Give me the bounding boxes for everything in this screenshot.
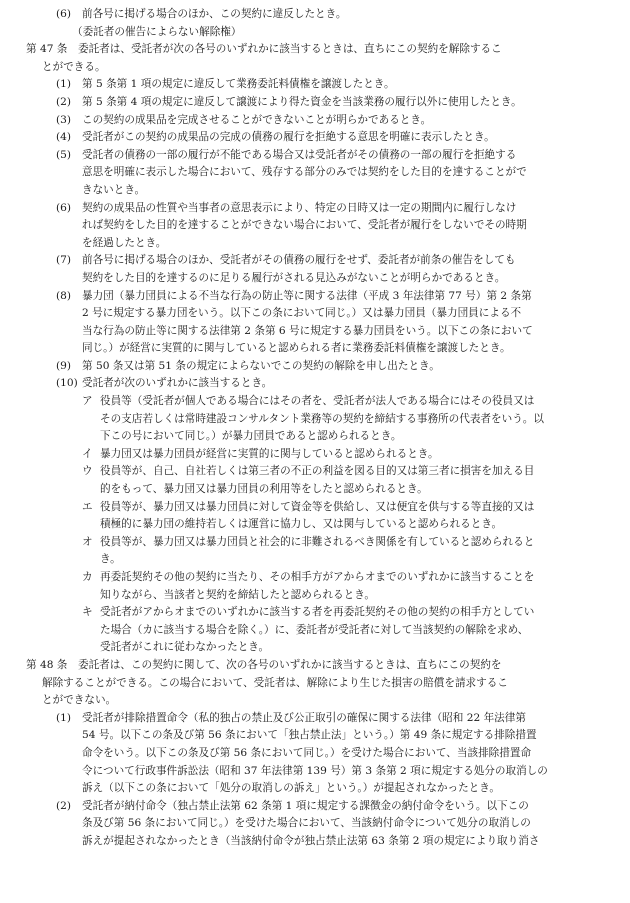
item-line: この契約の成果品を完成させることができないことが明らかであるとき。 <box>82 113 432 126</box>
item-line: 同じ。）が経営に実質的に関与していると認められる者に業務委託料債権を譲渡したとき。 <box>82 342 511 355</box>
numbered-item <box>56 200 608 253</box>
article-47-items <box>56 76 608 393</box>
subitem-label: ウ <box>82 465 93 478</box>
numbered-item <box>56 147 608 200</box>
item-number: (7) <box>56 254 72 267</box>
kana-subitem <box>56 393 608 446</box>
item-line: きないとき。 <box>82 183 146 196</box>
item-line: 受託者が次のいずれかに該当するとき。 <box>82 377 273 390</box>
kana-subitem <box>56 499 608 534</box>
subitem-label: オ <box>82 535 93 548</box>
subitem-line: その支店若しくは常時建設コンサルタント業務等の契約を締結する事務所の代表者をいう。以 <box>100 412 544 425</box>
subitem-line: 再委託契約その他の契約に当たり、その相手方がアからオまでのいずれかに該当することを <box>100 571 535 583</box>
subitem-line: 受託者がこれに従わなかったとき。 <box>100 641 270 654</box>
item-line: 訴えが提起されなかったとき（当該納付命令が独占禁止法第 63 条第 2 項の規定により取り消さ <box>82 834 540 847</box>
subitem-line: 知りながら、当該者と契約を締結したと認められるとき。 <box>100 588 376 601</box>
article-48-line-2: 解除することができる。この場合において、受託者は、解除により生じた損害の賠償を請求するこ <box>42 676 508 689</box>
kana-subitem <box>56 534 608 569</box>
article-46-item-6 <box>56 6 608 24</box>
item-number: (6) <box>56 8 72 20</box>
item-line: 第 5 条第 1 項の規定に違反して業務委託料債権を譲渡したとき。 <box>82 78 395 91</box>
subitem-line: 役員等が、自己、自社若しくは第三者の不正の利益を図る目的又は第三者に損害を加える目 <box>100 465 535 478</box>
article-47-subitems <box>56 393 608 657</box>
numbered-item <box>56 358 608 376</box>
article-48-line-1: 第 48 条 委託者は、この契約に関して、次の各号のいずれかに該当するときは、直ちにこの契約を <box>26 658 502 671</box>
item-line: 受託者が納付命令（独占禁止法第 62 条第 1 項に規定する課徴金の納付命令をいう。以下この <box>82 799 529 812</box>
article-48 <box>26 657 608 710</box>
item-number: (1) <box>56 711 72 724</box>
item-line: 意思を明確に表示した場合において、残存する部分のみでは契約をした目的を達することがで <box>82 166 527 179</box>
item-line: 契約をした目的を達するのに足りる履行がされる見込みがないことが明らかであるとき。 <box>82 271 506 284</box>
subitem-line: 下この号において同じ。）が暴力団員であると認められるとき。 <box>100 430 402 443</box>
item-line: 当な行為の防止等に関する法律第 2 条第 6 号に規定する暴力団員をいう。以下この条において <box>82 324 533 337</box>
item-text: 前各号に掲げる場合のほか、この契約に違反したとき。 <box>82 8 347 20</box>
article-48-line-3: とができない。 <box>42 694 117 707</box>
article-47 <box>26 41 608 76</box>
numbered-item <box>56 94 608 112</box>
numbered-item <box>56 710 608 798</box>
item-line: 第 50 条又は第 51 条の規定によらないでこの契約の解除を申し出たとき。 <box>82 359 440 372</box>
numbered-item <box>56 375 608 393</box>
item-line: を経過したとき。 <box>82 236 167 249</box>
subitem-line: 受託者がアからオまでのいずれかに該当する者を再委託契約その他の契約の相手方としてい <box>100 606 535 619</box>
subitem-label: カ <box>82 571 93 583</box>
item-number: (10) <box>56 377 78 390</box>
kana-subitem <box>56 446 608 464</box>
numbered-item <box>56 288 608 358</box>
item-line: 前各号に掲げる場合のほか、受託者がその債務の履行をせず、委託者が前条の催告をしても <box>82 254 516 267</box>
item-number: (9) <box>56 359 72 372</box>
item-number: (4) <box>56 131 72 144</box>
subitem-line: 暴力団又は暴力団員が経営に実質的に関与していると認められるとき。 <box>100 447 439 460</box>
item-number: (2) <box>56 95 72 108</box>
item-line: 受託者がこの契約の成果品の完成の債務の履行を拒絶する意思を明確に表示したとき。 <box>82 131 495 144</box>
subitem-label: イ <box>82 447 93 460</box>
item-line: 契約の成果品の性質や当事者の意思表示により、特定の日時又は一定の期間内に履行しなけ <box>82 201 517 214</box>
subitem-label: ア <box>82 395 93 408</box>
subitem-label: エ <box>82 500 93 513</box>
item-number: (2) <box>56 799 72 812</box>
item-line: 条及び第 56 条において同じ。）を受けた場合において、当該納付命令について処分の取消しの <box>82 817 531 830</box>
item-line: 令について行政事件訴訟法（昭和 37 年法律第 139 号）第 3 条第 2 項に規定する処分の取消しの <box>82 764 548 777</box>
numbered-item <box>56 76 608 94</box>
article-47-line-1: 第 47 条 委託者は、受託者が次の各号のいずれかに該当するときは、直ちにこの契約を解除するこ <box>26 43 502 56</box>
subitem-line: 役員等が、暴力団又は暴力団員と社会的に非難されるべき関係を有していると認められると <box>100 535 535 548</box>
item-line: 命令をいう。以下この条及び第 56 条において同じ。）を受けた場合において、当該排除措置命 <box>82 746 532 759</box>
item-number: (8) <box>56 289 72 302</box>
item-number: (5) <box>56 148 72 161</box>
item-line: 暴力団（暴力団員による不当な行為の防止等に関する法律（平成 3 年法律第 77 号）第 2 条第 <box>82 289 532 302</box>
item-number: (6) <box>56 201 72 214</box>
item-line: 受託者が排除措置命令（私的独占の禁止及び公正取引の確保に関する法律（昭和 22 年法律第 <box>82 711 526 724</box>
article-47-line-2: とができる。 <box>42 60 106 73</box>
subitem-line: き。 <box>100 553 121 566</box>
item-line: 2 号に規定する暴力団をいう。以下この条において同じ。）又は暴力団員（暴力団員による不 <box>82 307 522 320</box>
subitem-line: 役員等が、暴力団又は暴力団員に対して資金等を供給し、又は便宜を供与する等直接的又は <box>100 500 535 513</box>
item-number: (3) <box>56 113 72 126</box>
numbered-item <box>56 252 608 287</box>
subitem-line: た場合（カに該当する場合を除く。）に、委託者が受託者に対して当該契約の解除を求め、 <box>100 623 529 636</box>
item-line: れば契約をした目的を達することができない場合において、受託者が履行をしないでその時期 <box>82 219 527 232</box>
section-caption <box>56 24 608 42</box>
numbered-item <box>56 798 608 851</box>
numbered-item <box>56 112 608 130</box>
kana-subitem <box>56 463 608 498</box>
item-line: 受託者の債務の一部の履行が不能である場合又は受託者がその債務の一部の履行を拒絶する <box>82 148 517 161</box>
kana-subitem <box>56 604 608 657</box>
item-line: 第 5 条第 4 項の規定に違反して譲渡により得た資金を当該業務の履行以外に使用したとき。 <box>82 95 522 108</box>
caption-text: （委託者の催告によらない解除権） <box>72 25 242 38</box>
subitem-line: 積極的に暴力団の維持若しくは運営に協力し、又は関与していると認められるとき。 <box>100 518 503 531</box>
item-number: (1) <box>56 78 72 91</box>
item-line: 54 号。以下この条及び第 56 条において「独占禁止法」という。）第 49 条に規定する排除措置 <box>82 729 537 742</box>
article-48-items <box>56 710 608 851</box>
numbered-item <box>56 129 608 147</box>
kana-subitem <box>56 569 608 604</box>
subitem-line: 的をもって、暴力団又は暴力団員の利用等をしたと認められるとき。 <box>100 483 428 496</box>
subitem-line: 役員等（受託者が個人である場合にはその者を、受託者が法人である場合にはその役員又は <box>100 395 535 408</box>
subitem-label: キ <box>82 606 93 619</box>
item-line: 訴え（以下この条において「処分の取消しの訴え」という。）が提起されなかったとき。 <box>82 782 501 795</box>
